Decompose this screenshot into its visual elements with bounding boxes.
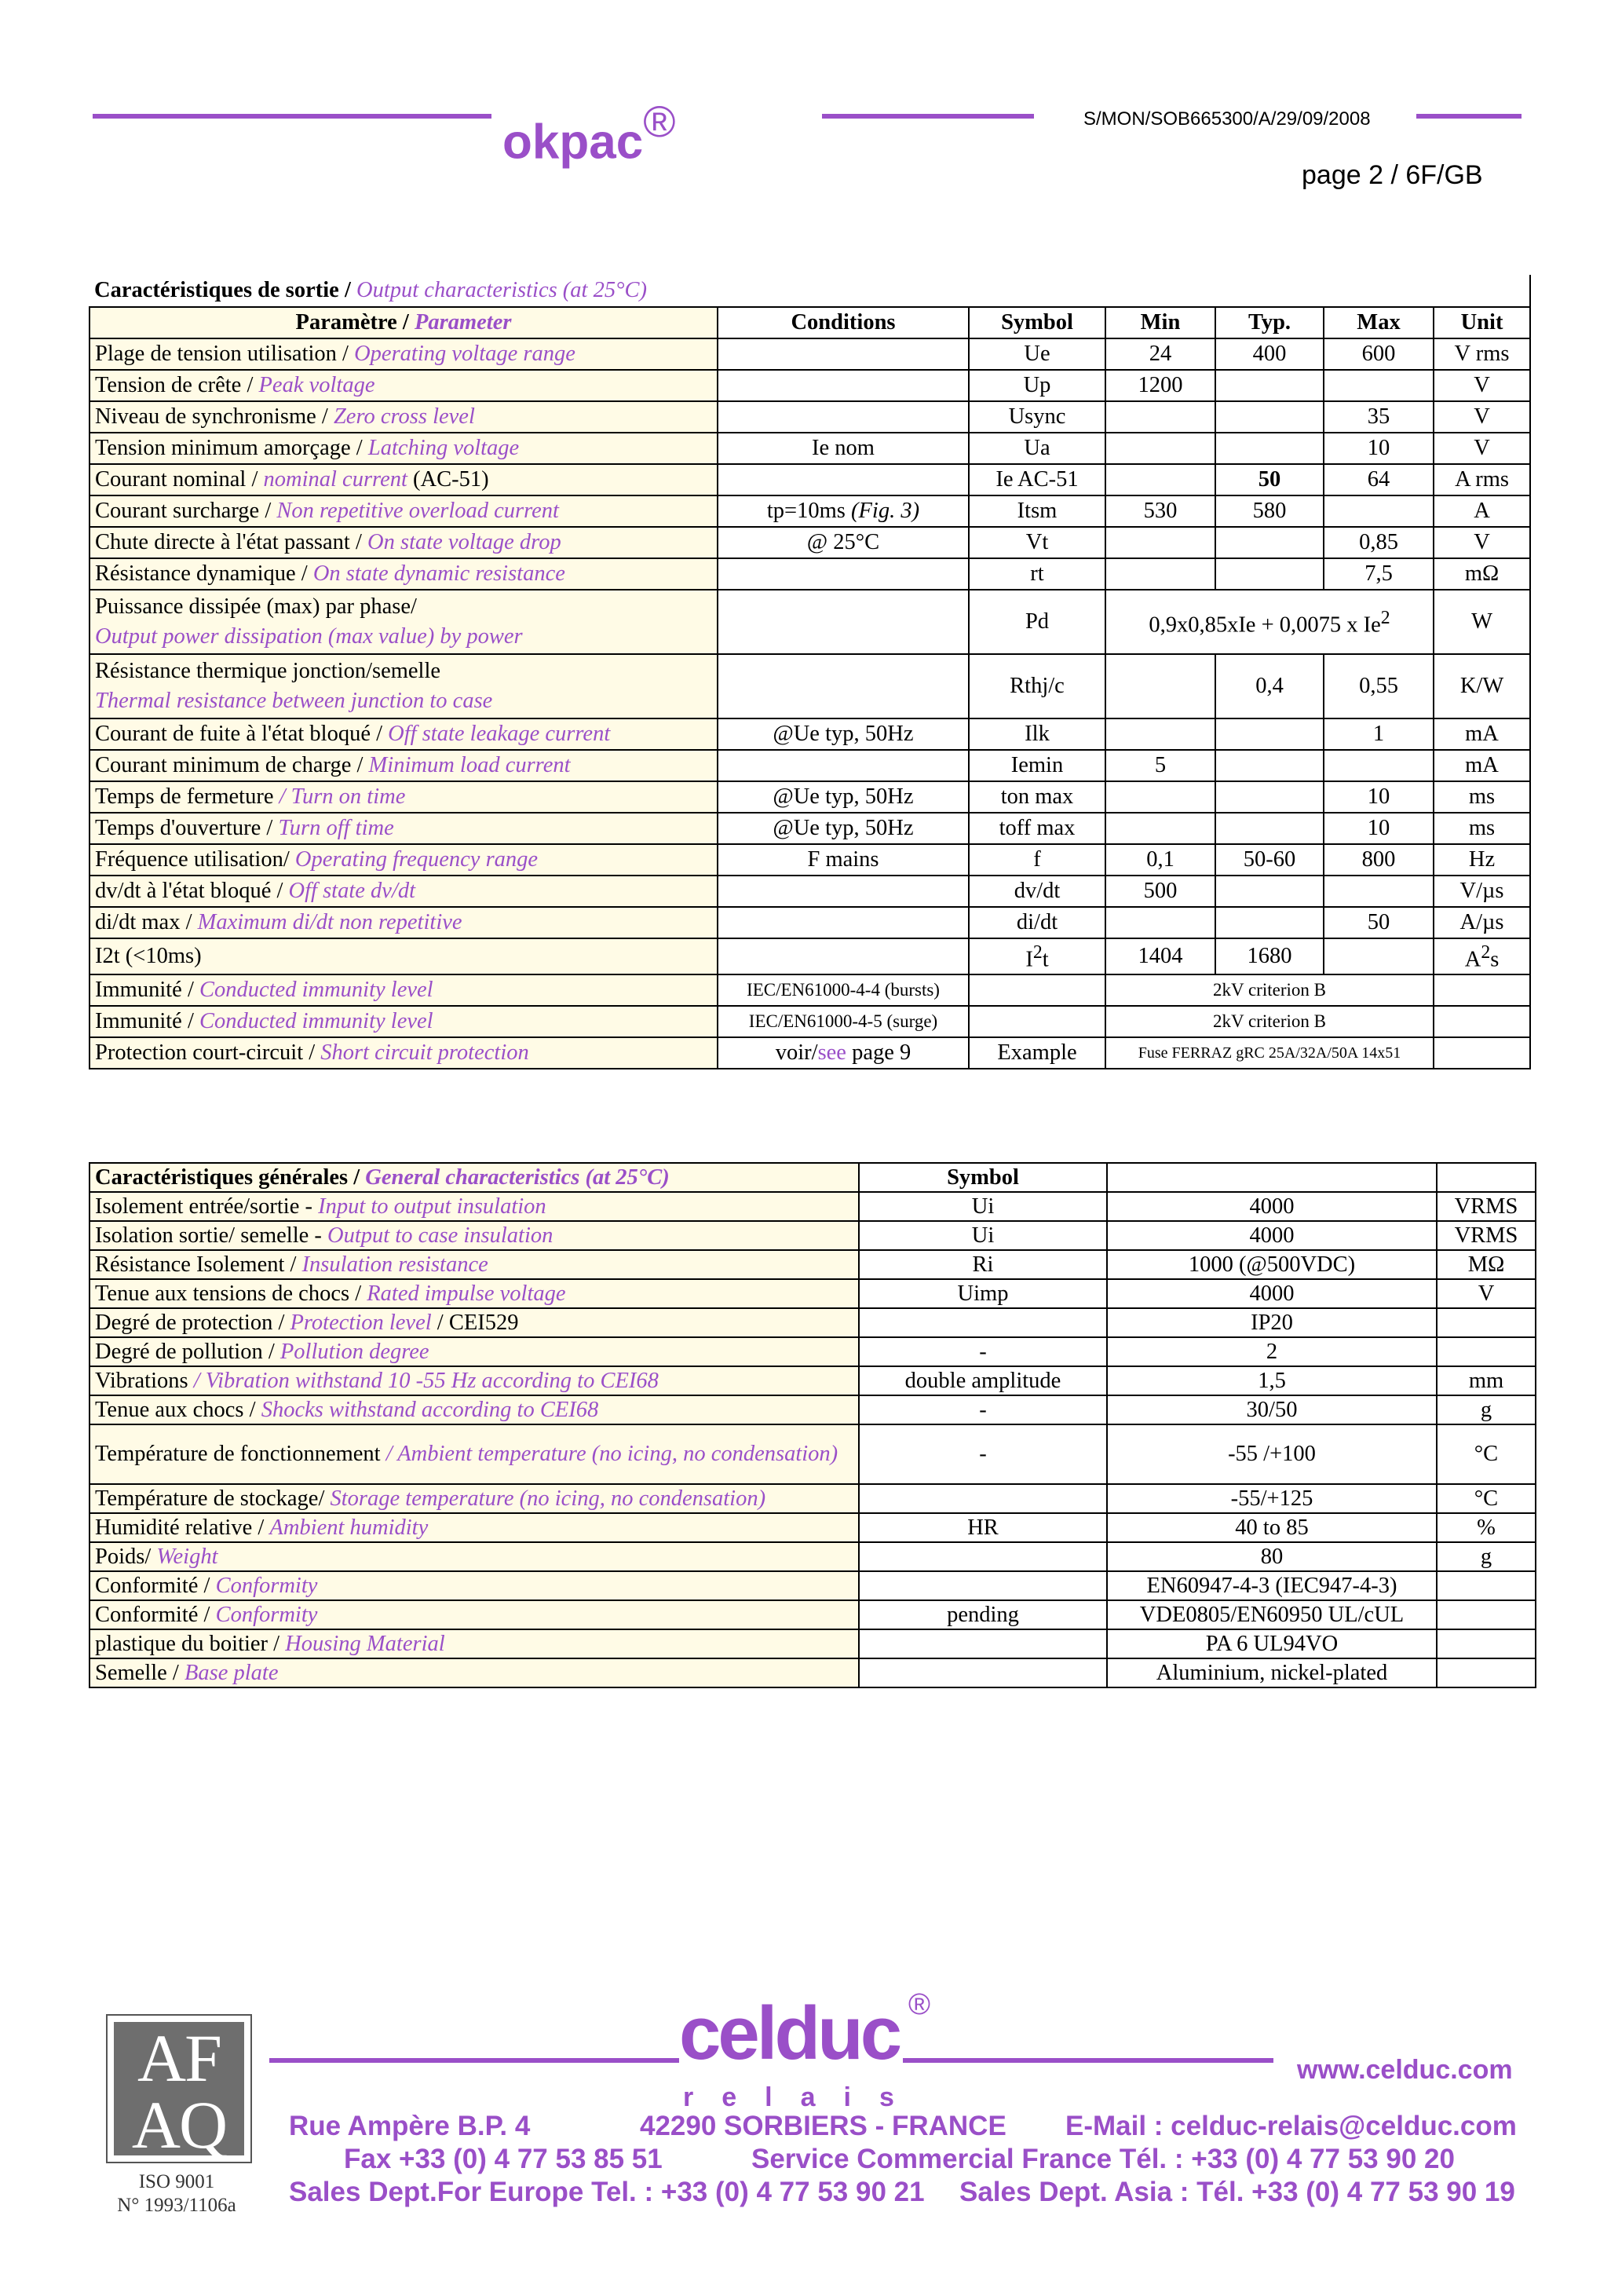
table-row: Chute directe à l'état passant / On state voltage drop @ 25°C Vt 0,85 V bbox=[90, 527, 1530, 558]
table-row: Tension de crête / Peak voltage Up 1200 V bbox=[90, 370, 1530, 401]
table-row: Courant nominal / nominal current (AC-51) Ie AC-51 50 64 A rms bbox=[90, 464, 1530, 495]
table-row: Protection court-circuit / Short circuit protection voir/see page 9 Example Fuse FERRAZ gRC 25A/32A/50A 14x51 bbox=[90, 1037, 1530, 1069]
registered-mark: ® bbox=[643, 97, 676, 146]
table-row: plastique du boitier / Housing Material PA 6 UL94VO bbox=[90, 1629, 1536, 1658]
table-row: Résistance thermique jonction/semelle Thermal resistance between junction to case Rthj/c 0,4 0,55 K/W bbox=[90, 654, 1530, 718]
footer-fax: Fax +33 (0) 4 77 53 85 51 bbox=[344, 2144, 663, 2174]
table-row: Température de fonctionnement / Ambient temperature (no icing, no condensation) - -55 /+100 °C bbox=[90, 1424, 1536, 1484]
general-characteristics-table bbox=[89, 1162, 1536, 1688]
afaq-logo-bottom: AQ bbox=[131, 2087, 227, 2163]
table-caption-row: Caractéristiques de sortie / Output characteristics (at 25°C) bbox=[90, 275, 1530, 307]
table-row: Tenue aux chocs / Shocks withstand according to CEI68 - 30/50 g bbox=[90, 1395, 1536, 1424]
table-row: Poids/ Weight 80 g bbox=[90, 1542, 1536, 1571]
table-row: Isolement entrée/sortie - Input to output insulation Ui 4000 VRMS bbox=[90, 1192, 1536, 1221]
table-row: Courant surcharge / Non repetitive overload current tp=10ms (Fig. 3) Itsm 530 580 A bbox=[90, 495, 1530, 527]
table-row: Humidité relative / Ambient humidity HR 40 to 85 % bbox=[90, 1513, 1536, 1542]
brand-title: okpac® bbox=[502, 97, 676, 170]
header-rule-left bbox=[93, 114, 491, 119]
table-row: di/dt max / Maximum di/dt non repetitive di/dt 50 A/µs bbox=[90, 907, 1530, 938]
table-row: dv/dt à l'état bloqué / Off state dv/dt dv/dt 500 V/µs bbox=[90, 876, 1530, 907]
table-row: Puissance dissipée (max) par phase/ Output power dissipation (max value) by power Pd 0,9x0,85xIe + 0,0075 x Ie$^2$ W bbox=[90, 590, 1530, 654]
celduc-registered-mark: ® bbox=[908, 1988, 930, 2021]
output-characteristics-table bbox=[89, 275, 1531, 1069]
table-row: Courant minimum de charge / Minimum load current Iemin 5 mA bbox=[90, 750, 1530, 781]
table-row: Isolation sortie/ semelle - Output to case insulation Ui 4000 VRMS bbox=[90, 1221, 1536, 1250]
table-row: Conformité / Conformity pending VDE0805/EN60950 UL/cUL bbox=[90, 1600, 1536, 1629]
table-row: Degré de pollution / Pollution degree - 2 bbox=[90, 1337, 1536, 1366]
table-row: Niveau de synchronisme / Zero cross level Usync 35 V bbox=[90, 401, 1530, 433]
table-header-row: Caractéristiques générales / General characteristics (at 25°C) Symbol bbox=[90, 1163, 1536, 1192]
table-row: I2t (<10ms) $I^2t$ 1404 1680 $A^2s$ bbox=[90, 938, 1530, 974]
table-row: Plage de tension utilisation / Operating voltage range Ue 24 400 600 V rms bbox=[90, 338, 1530, 370]
footer-rule-left bbox=[269, 2058, 679, 2063]
table-row: Degré de protection / Protection level / CEI529 IP20 bbox=[90, 1308, 1536, 1337]
footer-service-france: Service Commercial France Tél. : +33 (0) 4 77 53 90 20 bbox=[751, 2144, 1455, 2174]
footer-city: 42290 SORBIERS - FRANCE bbox=[640, 2111, 1006, 2141]
celduc-logo: celduc bbox=[679, 1991, 900, 2075]
footer-sales-asia: Sales Dept. Asia : Tél. +33 (0) 4 77 53 90 19 bbox=[959, 2177, 1515, 2207]
footer-rule-right bbox=[903, 2058, 1273, 2063]
table-row: Temps de fermeture / Turn on time @Ue typ, 50Hz ton max 10 ms bbox=[90, 781, 1530, 813]
table-row: Vibrations / Vibration withstand 10 -55 Hz according to CEI68 double amplitude 1,5 mm bbox=[90, 1366, 1536, 1395]
table-row: Courant de fuite à l'état bloqué / Off state leakage current @Ue typ, 50Hz Ilk 1 mA bbox=[90, 718, 1530, 750]
footer-sales-europe: Sales Dept.For Europe Tel. : +33 (0) 4 77 53 90 21 bbox=[289, 2177, 925, 2207]
header-rule-right bbox=[1416, 114, 1522, 119]
iso-certification: ISO 9001 N° 1993/1106a bbox=[117, 2171, 236, 2216]
table-row: Tenue aux tensions de chocs / Rated impulse voltage Uimp 4000 V bbox=[90, 1279, 1536, 1308]
celduc-relais-subtitle: relais bbox=[683, 2082, 922, 2112]
page-number: page 2 / 6F/GB bbox=[1302, 160, 1483, 190]
header-rule-mid bbox=[822, 114, 1034, 119]
footer-address: Rue Ampère B.P. 4 bbox=[289, 2111, 531, 2141]
table-row: Fréquence utilisation/ Operating frequency range F mains f 0,1 50-60 800 Hz bbox=[90, 844, 1530, 876]
table-row: Immunité / Conducted immunity level IEC/EN61000-4-4 (bursts) 2kV criterion B bbox=[90, 974, 1530, 1006]
table-row: Semelle / Base plate Aluminium, nickel-plated bbox=[90, 1658, 1536, 1687]
table-header-row: Paramètre / Parameter Conditions Symbol Min Typ. Max Unit bbox=[90, 307, 1530, 338]
afaq-certification-logo bbox=[106, 2014, 252, 2163]
table-row: Résistance dynamique / On state dynamic resistance rt 7,5 mΩ bbox=[90, 558, 1530, 590]
table-row: Résistance Isolement / Insulation resistance Ri 1000 (@500VDC) MΩ bbox=[90, 1250, 1536, 1279]
footer-email[interactable]: E-Mail : celduc-relais@celduc.com bbox=[1065, 2111, 1517, 2141]
website-link[interactable]: www.celduc.com bbox=[1297, 2055, 1513, 2085]
table-row: Conformité / Conformity EN60947-4-3 (IEC947-4-3) bbox=[90, 1571, 1536, 1600]
table-row: Tension minimum amorçage / Latching voltage Ie nom Ua 10 V bbox=[90, 433, 1530, 464]
afaq-logo-top: AF bbox=[137, 2020, 221, 2096]
document-reference: S/MON/SOB665300/A/29/09/2008 bbox=[1083, 108, 1371, 130]
table-row: Temps d'ouverture / Turn off time @Ue typ, 50Hz toff max 10 ms bbox=[90, 813, 1530, 844]
table-row: Température de stockage/ Storage temperature (no icing, no condensation) -55/+125 °C bbox=[90, 1484, 1536, 1513]
table-row: Immunité / Conducted immunity level IEC/EN61000-4-5 (surge) 2kV criterion B bbox=[90, 1006, 1530, 1037]
